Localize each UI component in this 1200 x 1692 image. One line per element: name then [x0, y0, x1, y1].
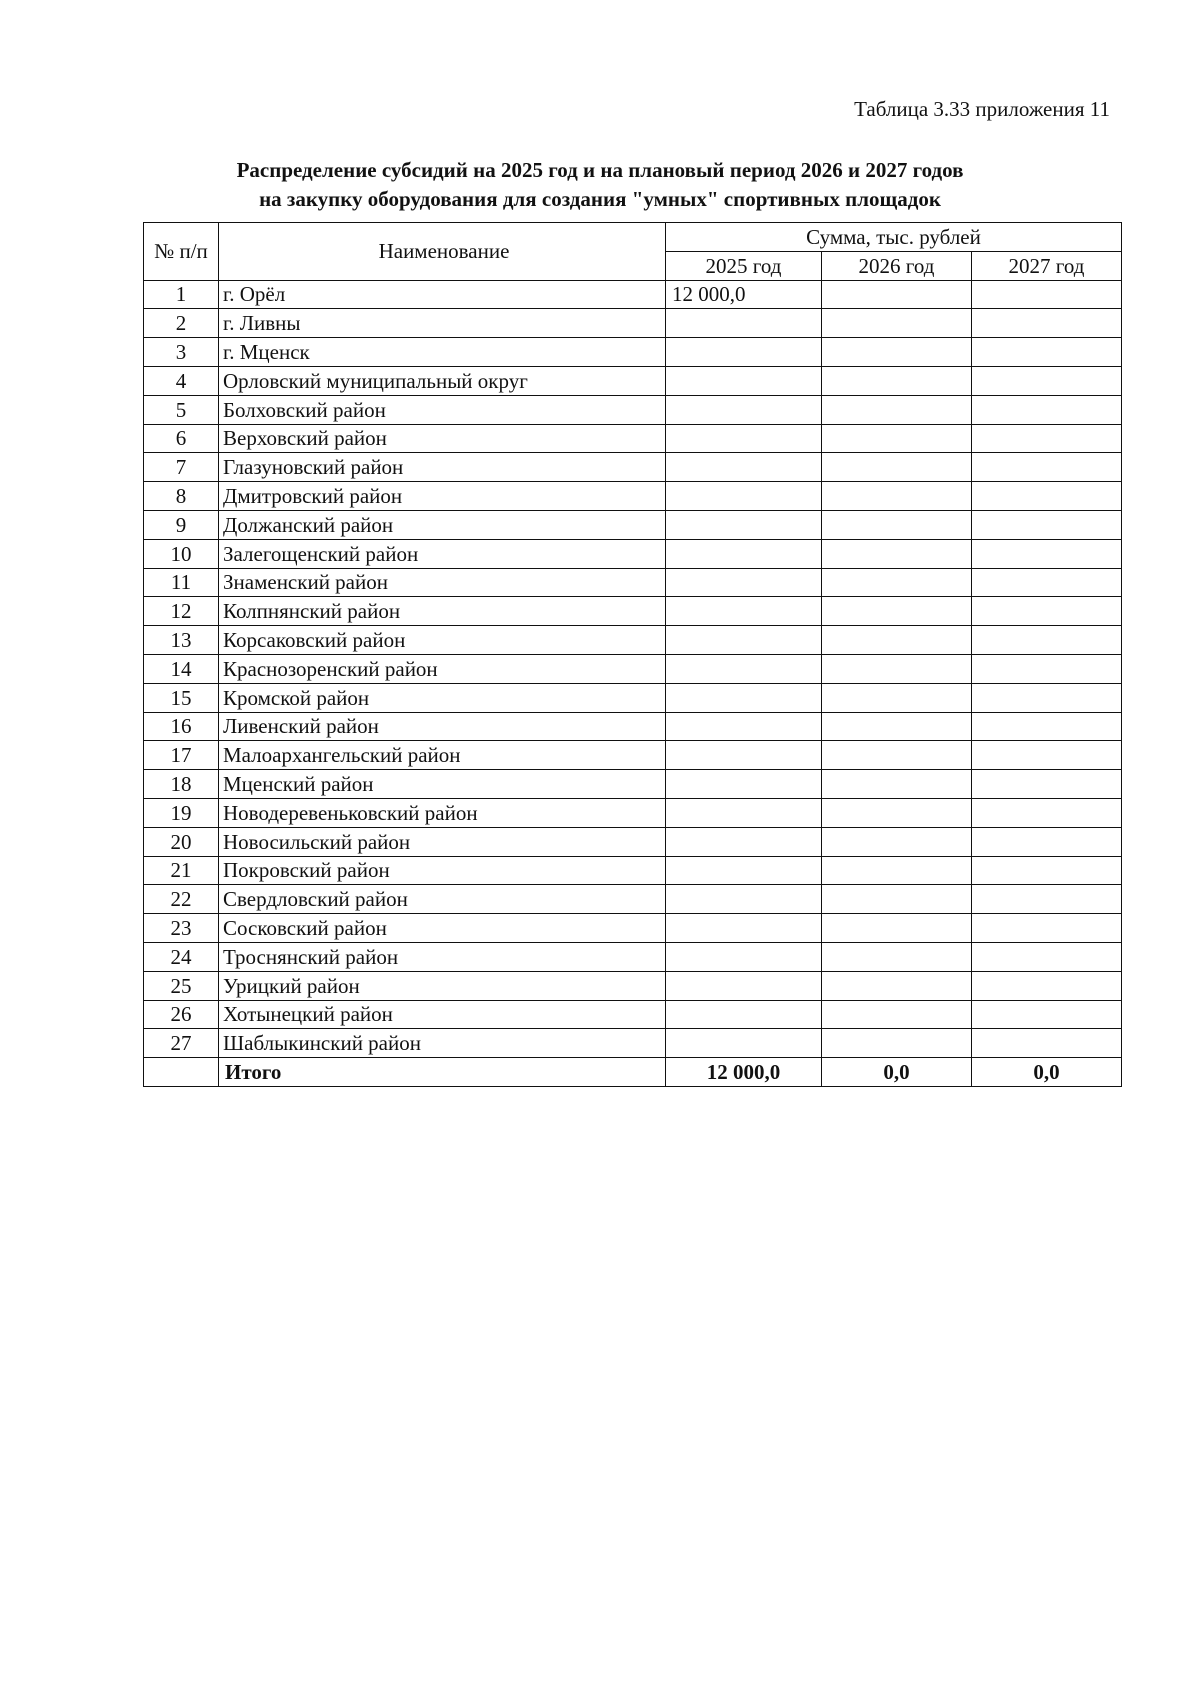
- row-value-2026: [822, 683, 972, 712]
- row-value-2026: [822, 712, 972, 741]
- row-value-2025: [666, 770, 822, 799]
- row-name: Глазуновский район: [219, 453, 666, 482]
- row-name: Болховский район: [219, 395, 666, 424]
- row-value-2025: [666, 309, 822, 338]
- document-title: [150, 156, 1050, 214]
- row-value-2027: [972, 482, 1122, 511]
- row-number: 13: [144, 626, 219, 655]
- row-number: 9: [144, 510, 219, 539]
- row-value-2026: [822, 510, 972, 539]
- row-value-2026: [822, 1029, 972, 1058]
- row-value-2027: [972, 971, 1122, 1000]
- header-sum: Сумма, тыс. рублей: [666, 223, 1122, 252]
- row-name: Хотынецкий район: [219, 1000, 666, 1029]
- row-value-2025: [666, 539, 822, 568]
- row-value-2026: [822, 539, 972, 568]
- row-value-2026: [822, 424, 972, 453]
- row-value-2025: [666, 568, 822, 597]
- row-value-2027: [972, 914, 1122, 943]
- row-number: 25: [144, 971, 219, 1000]
- row-name: Мценский район: [219, 770, 666, 799]
- row-value-2027: [972, 942, 1122, 971]
- table-row: [144, 971, 1122, 1000]
- row-number: 6: [144, 424, 219, 453]
- row-number: 15: [144, 683, 219, 712]
- row-value-2027: [972, 626, 1122, 655]
- row-value-2025: [666, 1029, 822, 1058]
- row-number: 20: [144, 827, 219, 856]
- row-value-2025: [666, 597, 822, 626]
- subsidy-table: [143, 222, 1122, 1087]
- row-number: 2: [144, 309, 219, 338]
- table-row: [144, 712, 1122, 741]
- row-value-2025: [666, 366, 822, 395]
- row-value-2027: [972, 395, 1122, 424]
- row-name: Малоархангельский район: [219, 741, 666, 770]
- row-value-2025: [666, 510, 822, 539]
- table-row: [144, 597, 1122, 626]
- row-value-2025: [666, 798, 822, 827]
- row-number: 3: [144, 338, 219, 367]
- row-name: Сосковский район: [219, 914, 666, 943]
- table-row: [144, 654, 1122, 683]
- row-name: г. Мценск: [219, 338, 666, 367]
- row-value-2026: [822, 453, 972, 482]
- row-value-2027: [972, 280, 1122, 309]
- total-2027: 0,0: [972, 1058, 1122, 1087]
- row-number: 10: [144, 539, 219, 568]
- row-value-2025: [666, 827, 822, 856]
- row-value-2026: [822, 338, 972, 367]
- row-name: Знаменский район: [219, 568, 666, 597]
- row-value-2027: [972, 309, 1122, 338]
- row-value-2026: [822, 280, 972, 309]
- row-value-2026: [822, 885, 972, 914]
- row-value-2026: [822, 626, 972, 655]
- table-row: [144, 395, 1122, 424]
- row-value-2027: [972, 568, 1122, 597]
- row-value-2027: [972, 1000, 1122, 1029]
- row-value-2027: [972, 597, 1122, 626]
- row-value-2025: [666, 1000, 822, 1029]
- title-line-1: Распределение субсидий на 2025 год и на плановый период 2026 и 2027 годов: [236, 158, 964, 182]
- row-value-2026: [822, 597, 972, 626]
- row-number: 21: [144, 856, 219, 885]
- row-number: 7: [144, 453, 219, 482]
- row-number: 8: [144, 482, 219, 511]
- row-name: Колпнянский район: [219, 597, 666, 626]
- row-name: Новосильский район: [219, 827, 666, 856]
- table-reference: Таблица 3.33 приложения 11: [854, 97, 1110, 121]
- table-row: [144, 453, 1122, 482]
- row-name: Свердловский район: [219, 885, 666, 914]
- table-row: [144, 942, 1122, 971]
- table-row: [144, 482, 1122, 511]
- row-name: Корсаковский район: [219, 626, 666, 655]
- row-value-2027: [972, 712, 1122, 741]
- row-name: г. Ливны: [219, 309, 666, 338]
- row-name: Кромской район: [219, 683, 666, 712]
- row-value-2025: [666, 741, 822, 770]
- row-value-2026: [822, 741, 972, 770]
- title-line-2: на закупку оборудования для создания "умных" спортивных площадок: [259, 187, 941, 211]
- row-number: 23: [144, 914, 219, 943]
- row-value-2025: [666, 626, 822, 655]
- row-name: Орловский муниципальный округ: [219, 366, 666, 395]
- row-value-2026: [822, 942, 972, 971]
- row-value-2026: [822, 856, 972, 885]
- row-value-2025: [666, 885, 822, 914]
- row-value-2025: [666, 453, 822, 482]
- row-number: 17: [144, 741, 219, 770]
- row-value-2026: [822, 770, 972, 799]
- row-value-2027: [972, 338, 1122, 367]
- row-value-2025: [666, 971, 822, 1000]
- table-row: [144, 424, 1122, 453]
- row-value-2026: [822, 798, 972, 827]
- row-value-2025: [666, 338, 822, 367]
- header-name: Наименование: [219, 223, 666, 281]
- header-year-2027: 2027 год: [972, 251, 1122, 280]
- row-value-2026: [822, 309, 972, 338]
- row-value-2026: [822, 1000, 972, 1029]
- table-row: [144, 914, 1122, 943]
- row-name: Урицкий район: [219, 971, 666, 1000]
- row-value-2025: [666, 395, 822, 424]
- row-value-2027: [972, 741, 1122, 770]
- row-value-2026: [822, 482, 972, 511]
- table-row: [144, 741, 1122, 770]
- row-name: Залегощенский район: [219, 539, 666, 568]
- table-row: [144, 626, 1122, 655]
- total-2026: 0,0: [822, 1058, 972, 1087]
- row-number: 12: [144, 597, 219, 626]
- row-number: 27: [144, 1029, 219, 1058]
- row-name: Ливенский район: [219, 712, 666, 741]
- row-name: Краснозоренский район: [219, 654, 666, 683]
- table-row: [144, 510, 1122, 539]
- row-number: 26: [144, 1000, 219, 1029]
- row-number: 4: [144, 366, 219, 395]
- row-name: г. Орёл: [219, 280, 666, 309]
- table-row: [144, 1000, 1122, 1029]
- row-value-2027: [972, 539, 1122, 568]
- row-value-2027: [972, 1029, 1122, 1058]
- row-name: Покровский район: [219, 856, 666, 885]
- row-value-2025: [666, 914, 822, 943]
- row-value-2027: [972, 654, 1122, 683]
- table-row: [144, 366, 1122, 395]
- row-name: Верховский район: [219, 424, 666, 453]
- header-year-2026: 2026 год: [822, 251, 972, 280]
- row-value-2027: [972, 366, 1122, 395]
- row-name: Троснянский район: [219, 942, 666, 971]
- total-2025: 12 000,0: [666, 1058, 822, 1087]
- table-row: [144, 683, 1122, 712]
- row-value-2025: 12 000,0: [666, 280, 822, 309]
- row-number: 14: [144, 654, 219, 683]
- row-value-2027: [972, 798, 1122, 827]
- row-number: 16: [144, 712, 219, 741]
- header-num: № п/п: [144, 223, 219, 281]
- row-value-2027: [972, 856, 1122, 885]
- row-value-2027: [972, 827, 1122, 856]
- row-number: 24: [144, 942, 219, 971]
- row-number: 19: [144, 798, 219, 827]
- row-value-2027: [972, 453, 1122, 482]
- row-value-2025: [666, 683, 822, 712]
- table-row: [144, 309, 1122, 338]
- total-row: [144, 1058, 1122, 1087]
- row-value-2025: [666, 856, 822, 885]
- table-body: [144, 280, 1122, 1086]
- row-name: Дмитровский район: [219, 482, 666, 511]
- table-row: [144, 338, 1122, 367]
- row-value-2025: [666, 482, 822, 511]
- row-value-2025: [666, 654, 822, 683]
- row-value-2026: [822, 914, 972, 943]
- table-row: [144, 798, 1122, 827]
- row-value-2027: [972, 770, 1122, 799]
- row-value-2027: [972, 885, 1122, 914]
- header-row-1: [144, 223, 1122, 252]
- table-row: [144, 280, 1122, 309]
- row-value-2027: [972, 424, 1122, 453]
- total-number: [144, 1058, 219, 1087]
- table-row: [144, 770, 1122, 799]
- table-row: [144, 885, 1122, 914]
- row-value-2026: [822, 568, 972, 597]
- row-number: 18: [144, 770, 219, 799]
- row-value-2026: [822, 971, 972, 1000]
- table-row: [144, 856, 1122, 885]
- table-row: [144, 539, 1122, 568]
- row-value-2026: [822, 654, 972, 683]
- table-row: [144, 827, 1122, 856]
- row-value-2025: [666, 712, 822, 741]
- row-name: Шаблыкинский район: [219, 1029, 666, 1058]
- total-label: Итого: [219, 1058, 666, 1087]
- row-value-2027: [972, 683, 1122, 712]
- row-value-2025: [666, 942, 822, 971]
- row-number: 1: [144, 280, 219, 309]
- row-value-2025: [666, 424, 822, 453]
- table-row: [144, 568, 1122, 597]
- row-value-2026: [822, 395, 972, 424]
- row-value-2026: [822, 366, 972, 395]
- row-name: Новодеревеньковский район: [219, 798, 666, 827]
- row-number: 5: [144, 395, 219, 424]
- header-year-2025: 2025 год: [666, 251, 822, 280]
- row-name: Должанский район: [219, 510, 666, 539]
- row-value-2026: [822, 827, 972, 856]
- row-value-2027: [972, 510, 1122, 539]
- row-number: 11: [144, 568, 219, 597]
- table-row: [144, 1029, 1122, 1058]
- row-number: 22: [144, 885, 219, 914]
